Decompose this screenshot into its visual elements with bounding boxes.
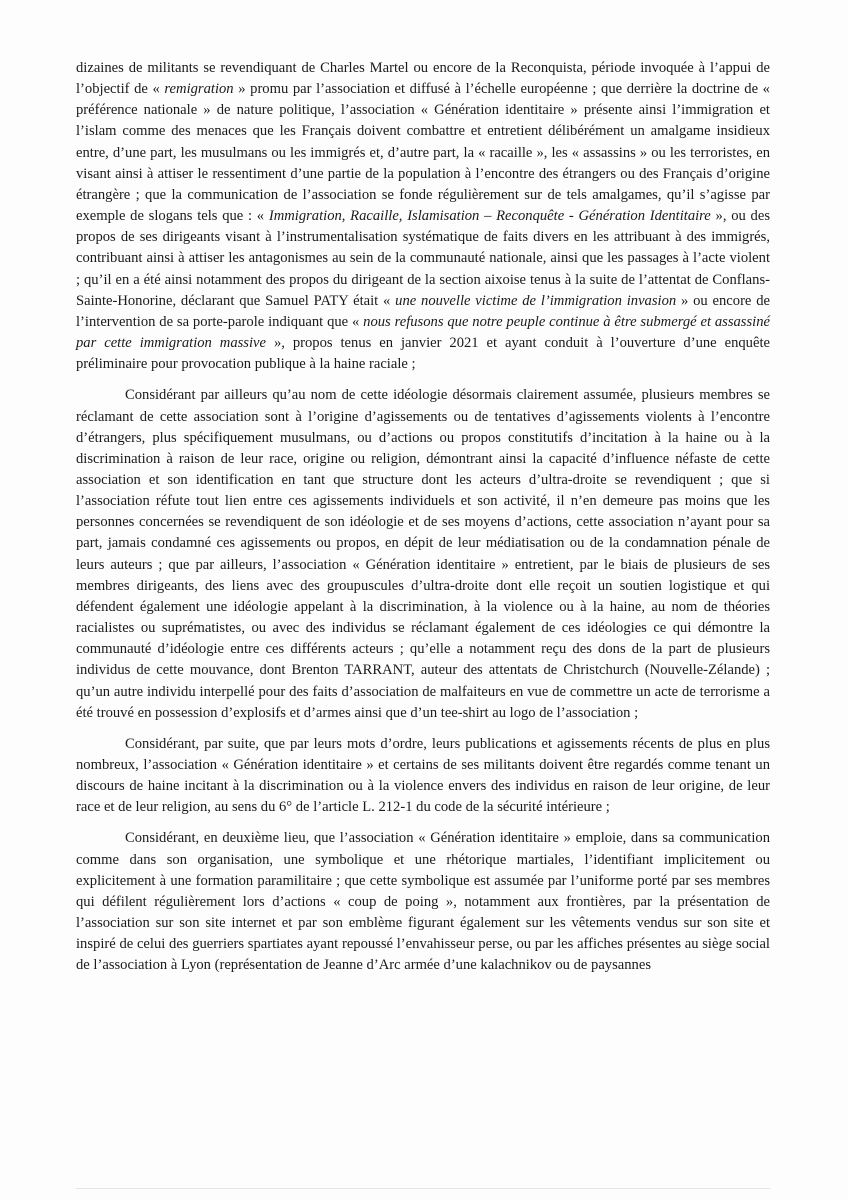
document-body <box>76 58 770 977</box>
paragraph-1: dizaines de militants se revendiquant de Charles Martel ou encore de la Reconquista, période invoquée à l’appui de l’objectif de « remigration » promu par l’association et diffusé à l’échelle européenne ; que derrière la doctrine de « préférence nationale » de nature politique, l’association « Génération identitaire » présente ainsi l’immigration et l’islam comme des menaces que les Français doivent combattre et entretient délibérément un amalgame insidieux entre, d’une part, les musulmans ou les immigrés et, d’autre part, la « racaille », les « assassins » ou les terroristes, en visant ainsi à attiser le ressentiment d’une partie de la population à l’encontre des étrangers ou des Français d’origine étrangère ; que la communication de l’association se fonde régulièrement sur de tels amalgames, qu’il s’agisse par exemple de slogans tels que : « Immigration, Racaille, Islamisation – Reconquête - Génération Identitaire », ou des propos de ses dirigeants visant à l’instrumentalisation systématique de faits divers en les attribuant à des immigrés, contribuant ainsi à attiser les antagonismes au sein de la communauté nationale, ainsi que les passages à l’acte violent ; qu’il en a été ainsi notamment des propos du dirigeant de la section aixoise tenus à la suite de l’attentat de Conflans-Sainte-Honorine, déclarant que Samuel PATY était « une nouvelle victime de l’immigration invasion » ou encore de l’intervention de sa porte-parole indiquant que « nous refusons que notre peuple continue à être submergé et assassiné par cette immigration massive », propos tenus en janvier 2021 et ayant conduit à l’ouverture d’une enquête préliminaire pour provocation publique à la haine raciale ; <box>76 60 770 373</box>
paragraph-3: Considérant, par suite, que par leurs mots d’ordre, leurs publications et agissements récents de plus en plus nombreux, l’association « Génération identitaire » et certains de ses militants doivent être regardés comme tenant un discours de haine incitant à la discrimination ou à la violence envers des individus en raison de leur origine, de leur race et de leur religion, au sens du 6° de l’article L. 212-1 du code de la sécurité intérieure ; <box>76 735 770 816</box>
page-bottom-edge <box>76 1188 770 1189</box>
paragraph-2: Considérant par ailleurs qu’au nom de cette idéologie désormais clairement assumée, plusieurs membres se réclamant de cette association sont à l’origine d’agissements ou de tentatives d’agissements violents à l’encontre d’étrangers, plus spécifiquement musulmans, ou d’actions ou propos constitutifs d’incitation à la haine ou à la discrimination à raison de leur race, origine ou religion, démontrant ainsi la capacité d’influence néfaste de cette association et son identification en tant que structure dont les acteurs d’ultra-droite se revendiquent ; que si l’association réfute tout lien entre ces agissements individuels et son activité, il n’en demeure pas moins que les personnes concernées se revendiquent de son idéologie et de ses moyens d’actions, cette association n’ayant pour sa part, jamais condamné ces agissements ou propos, en dépit de leur médiatisation ou de la condamnation pénale de leurs auteurs ; que par ailleurs, l’association « Génération identitaire » entretient, par le biais de plusieurs de ses membres dirigeants, des liens avec des groupuscules d’ultra-droite dont elle reçoit un soutien logistique et qui défendent également une idéologie appelant à la discrimination, à la violence ou à la haine, au nom de théories racialistes ou suprématistes, ou avec des individus se réclamant également de ces idéologies ce qui démontre la communauté d’idéologie entre ces différents acteurs ; qu’elle a notamment reçu des dons de la part de plusieurs individus de cette mouvance, dont Brenton TARRANT, auteur des attentats de Christchurch (Nouvelle-Zélande) ; qu’un autre individu interpellé pour des faits d’association de malfaiteurs en vue de commettre un acte de terrorisme a été trouvé en possession d’explosifs et d’armes ainsi que d’un tee-shirt au logo de l’association ; <box>76 387 770 721</box>
paragraph-4: Considérant, en deuxième lieu, que l’association « Génération identitaire » emploie, dans sa communication comme dans son organisation, une symbolique et une rhétorique martiales, l’identifiant implicitement ou explicitement à une formation paramilitaire ; que cette symbolique est assumée par l’uniforme porté par ses membres qui défilent régulièrement lors d’actions « coup de poing », notamment aux frontières, par la présentation de l’association sur son site internet et par son emblème figurant également sur les vêtements vendus sur son site et inspiré de celui des guerriers spartiates ayant repoussé l’envahisseur perse, ou par les affiches présentes au siège social de l’association à Lyon (représentation de Jeanne d’Arc armée d’une kalachnikov ou de paysannes <box>76 830 770 974</box>
